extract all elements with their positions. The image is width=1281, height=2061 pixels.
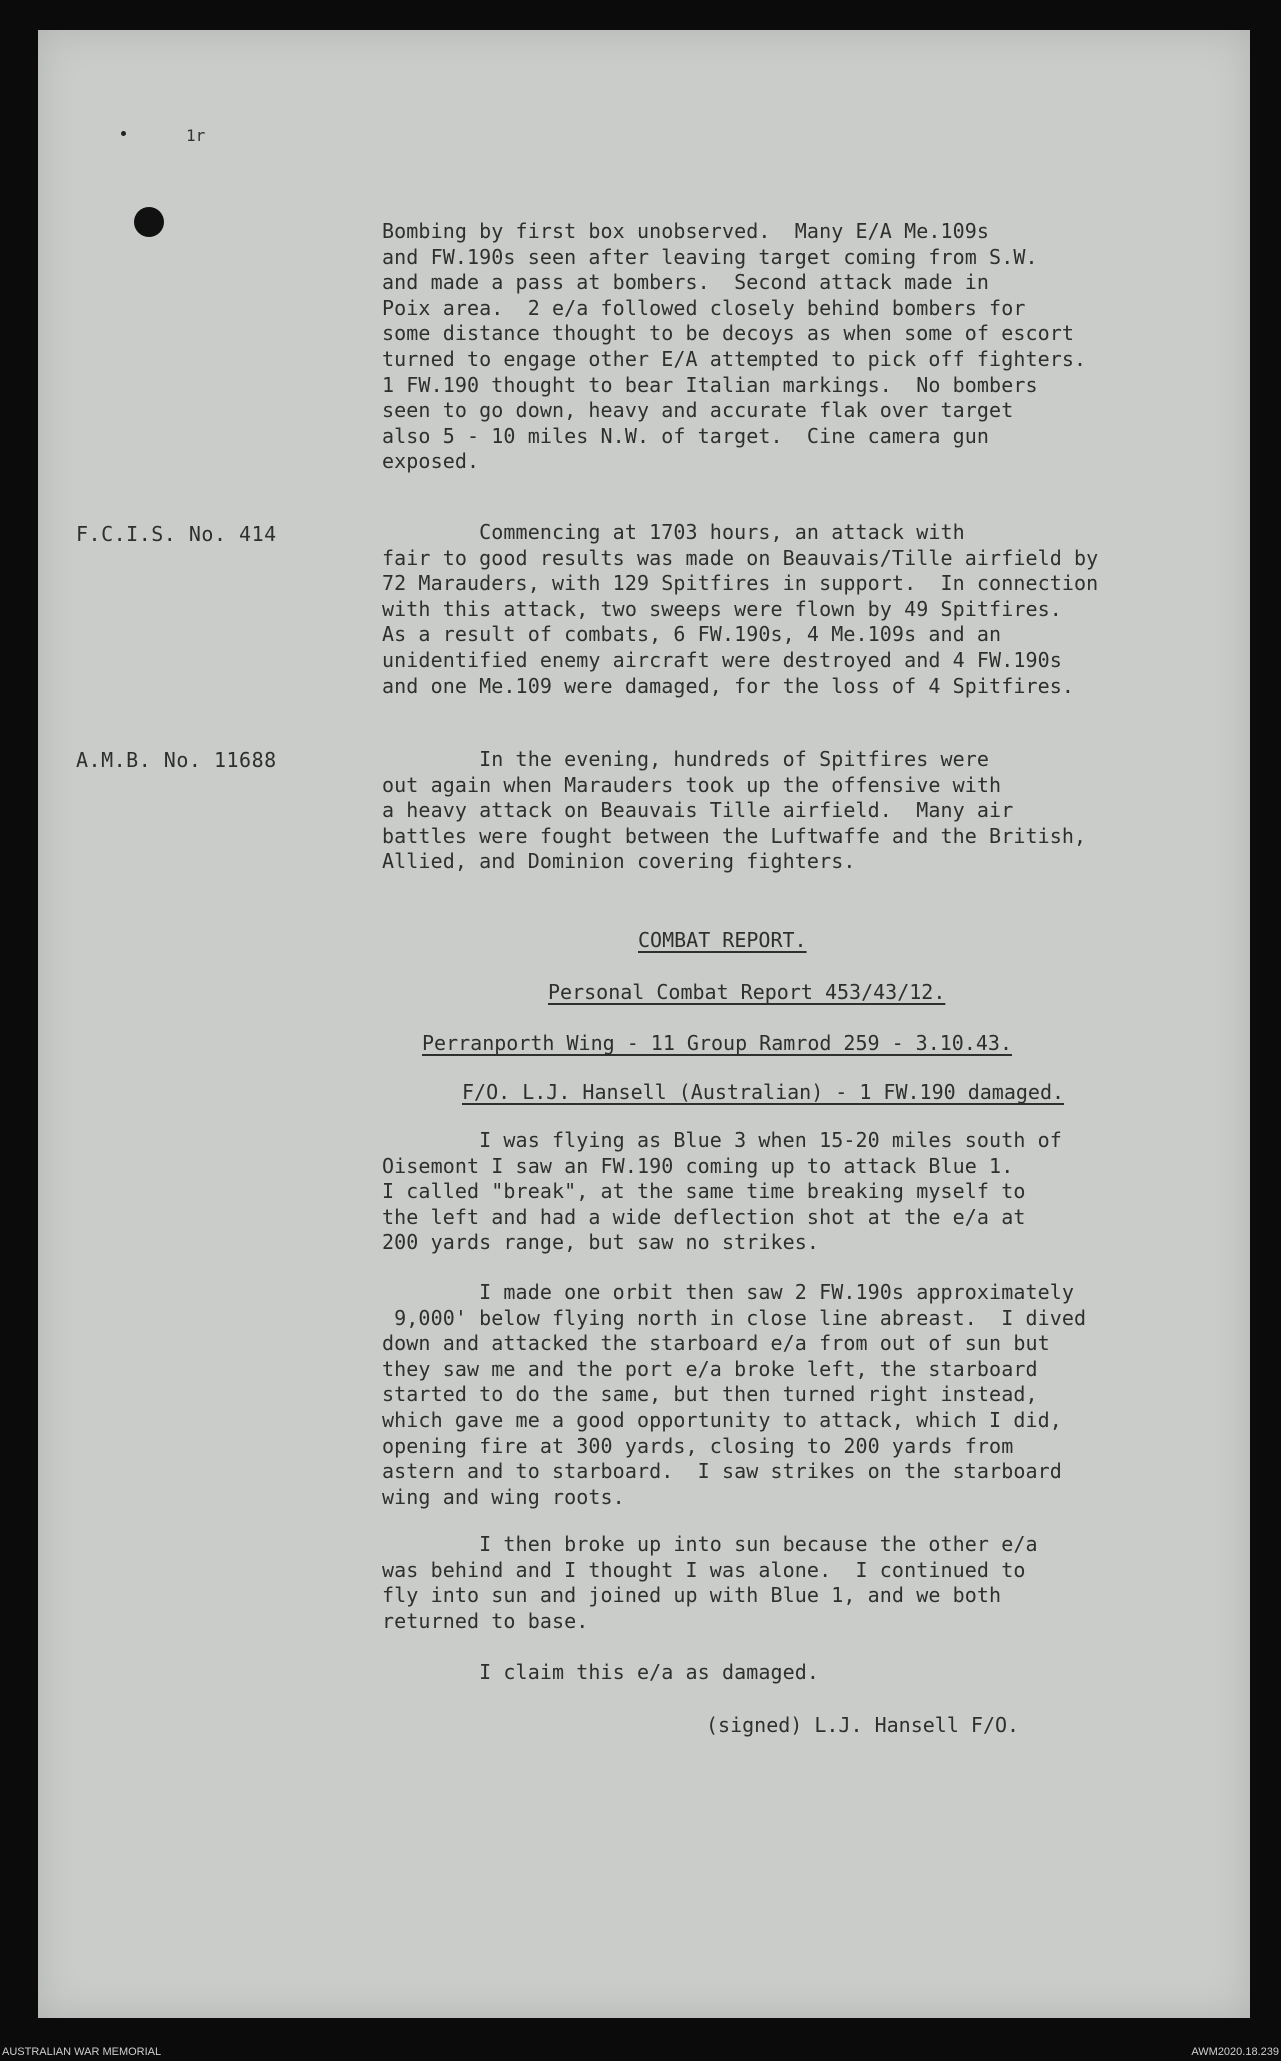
paragraph-report-3: I then broke up into sun because the other e/a was behind and I thought I was alone. I continued to fly into sun and joined up with Blue 1, and we both returned to base. [382,1532,1038,1633]
paragraph-report-2: I made one orbit then saw 2 FW.190s approximately 9,000' below flying north in close line abreast. I dived down and attacked the starboard e/a from out of sun but they saw me and the port e/a broke left, the starboard started to do the same, but then turned right instead, which gave me a good opportunity to attack, which I did, opening fire at 300 yards, closing to 200 yards from astern and to starboard. I saw strikes on the starboard wing and wing roots. [382,1280,1087,1509]
heading-wing: Perranporth Wing - 11 Group Ramrod 259 - 3.10.43. [422,1031,1013,1055]
heading-personal-report: Personal Combat Report 453/43/12. [548,980,946,1004]
heading-pilot: F/O. L.J. Hansell (Australian) - 1 FW.190 damaged. [462,1080,1065,1104]
paragraph-amb: In the evening, hundreds of Spitfires were out again when Marauders took up the offensive with a heavy attack on Beauvais Tille airfield. Many air battles were fought between the Luftwaffe and the British, Allied, and Dominion covering fighters. [382,747,1087,874]
paragraph-bombing: Bombing by first box unobserved. Many E/A Me.109s and FW.190s seen after leaving target coming from S.W. and made a pass at bombers. Second attack made in Poix area. 2 e/a followed closely behind bombers for some distance thought to be decoys as when some of escort turned to engage other E/A attempted to pick off fighters. 1 FW.190 thought to bear Italian markings. No bombers seen to go down, heavy and accurate flak over target also 5 - 10 miles N.W. of target. Cine camera gun exposed. [382,219,1087,474]
paragraph-report-1: I was flying as Blue 3 when 15-20 miles south of Oisemont I saw an FW.190 coming up to attack Blue 1. I called "break", at the same time breaking myself to the left and had a wide deflection shot at the e/a at 200 yards range, but saw no strikes. [382,1128,1062,1255]
signature: (signed) L.J. Hansell F/O. [706,1713,1020,1737]
footer-accession-number: AWM2020.18.239 [1191,2046,1279,2058]
paragraph-claim: I claim this e/a as damaged. [382,1660,820,1684]
corner-mark: 1r [186,126,206,145]
ink-dot [121,131,126,136]
paragraph-fcis: Commencing at 1703 hours, an attack with fair to good results was made on Beauvais/Tille airfield by 72 Marauders, with 129 Spitfires in support. In connection with this attack, two sweeps were flown by 49 Spitfires. As a result of combats, 6 FW.190s, 4 Me.109s and an unidentified enemy aircraft were destroyed and 4 FW.190s and one Me.109 were damaged, for the loss of 4 Spitfires. [382,520,1099,698]
footer-credit: AUSTRALIAN WAR MEMORIAL [2,2046,162,2058]
ref-fcis: F.C.I.S. No. 414 [76,522,277,546]
punch-hole [134,207,164,237]
heading-combat-report: COMBAT REPORT. [638,928,807,952]
ref-amb: A.M.B. No. 11688 [76,748,277,772]
